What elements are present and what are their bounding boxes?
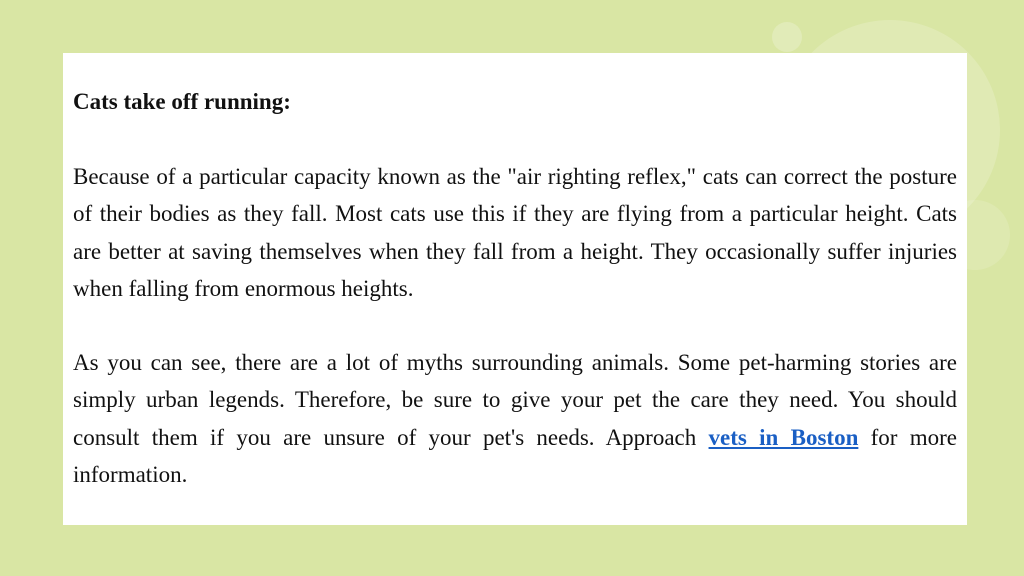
paragraph-text: As you can see, there are a lot of myths surrounding animals. Some pet-harming stories are simply urban legends. Therefore, be sure to give your pet the care they need. You should consult them if you are unsure of your pet's needs. Approach <box>73 350 957 450</box>
content-card <box>63 53 967 525</box>
paragraph-text-end: for more information. <box>73 424 958 488</box>
vets-in-boston-link[interactable]: vets in Boston <box>708 424 859 450</box>
background-decoration-circle <box>772 22 802 52</box>
paragraph-conclusion <box>73 344 957 493</box>
section-heading: Cats take off running: <box>73 89 291 114</box>
paragraph-air-righting: Because of a particular capacity known as the "air righting reflex," cats can correct the posture of their bodies as they fall. Most cats use this if they are flying from a particular height. Cats are better at saving themselves when they fall from a height. They occasionally suffer injuries when falling from enormous heights. <box>73 164 957 301</box>
